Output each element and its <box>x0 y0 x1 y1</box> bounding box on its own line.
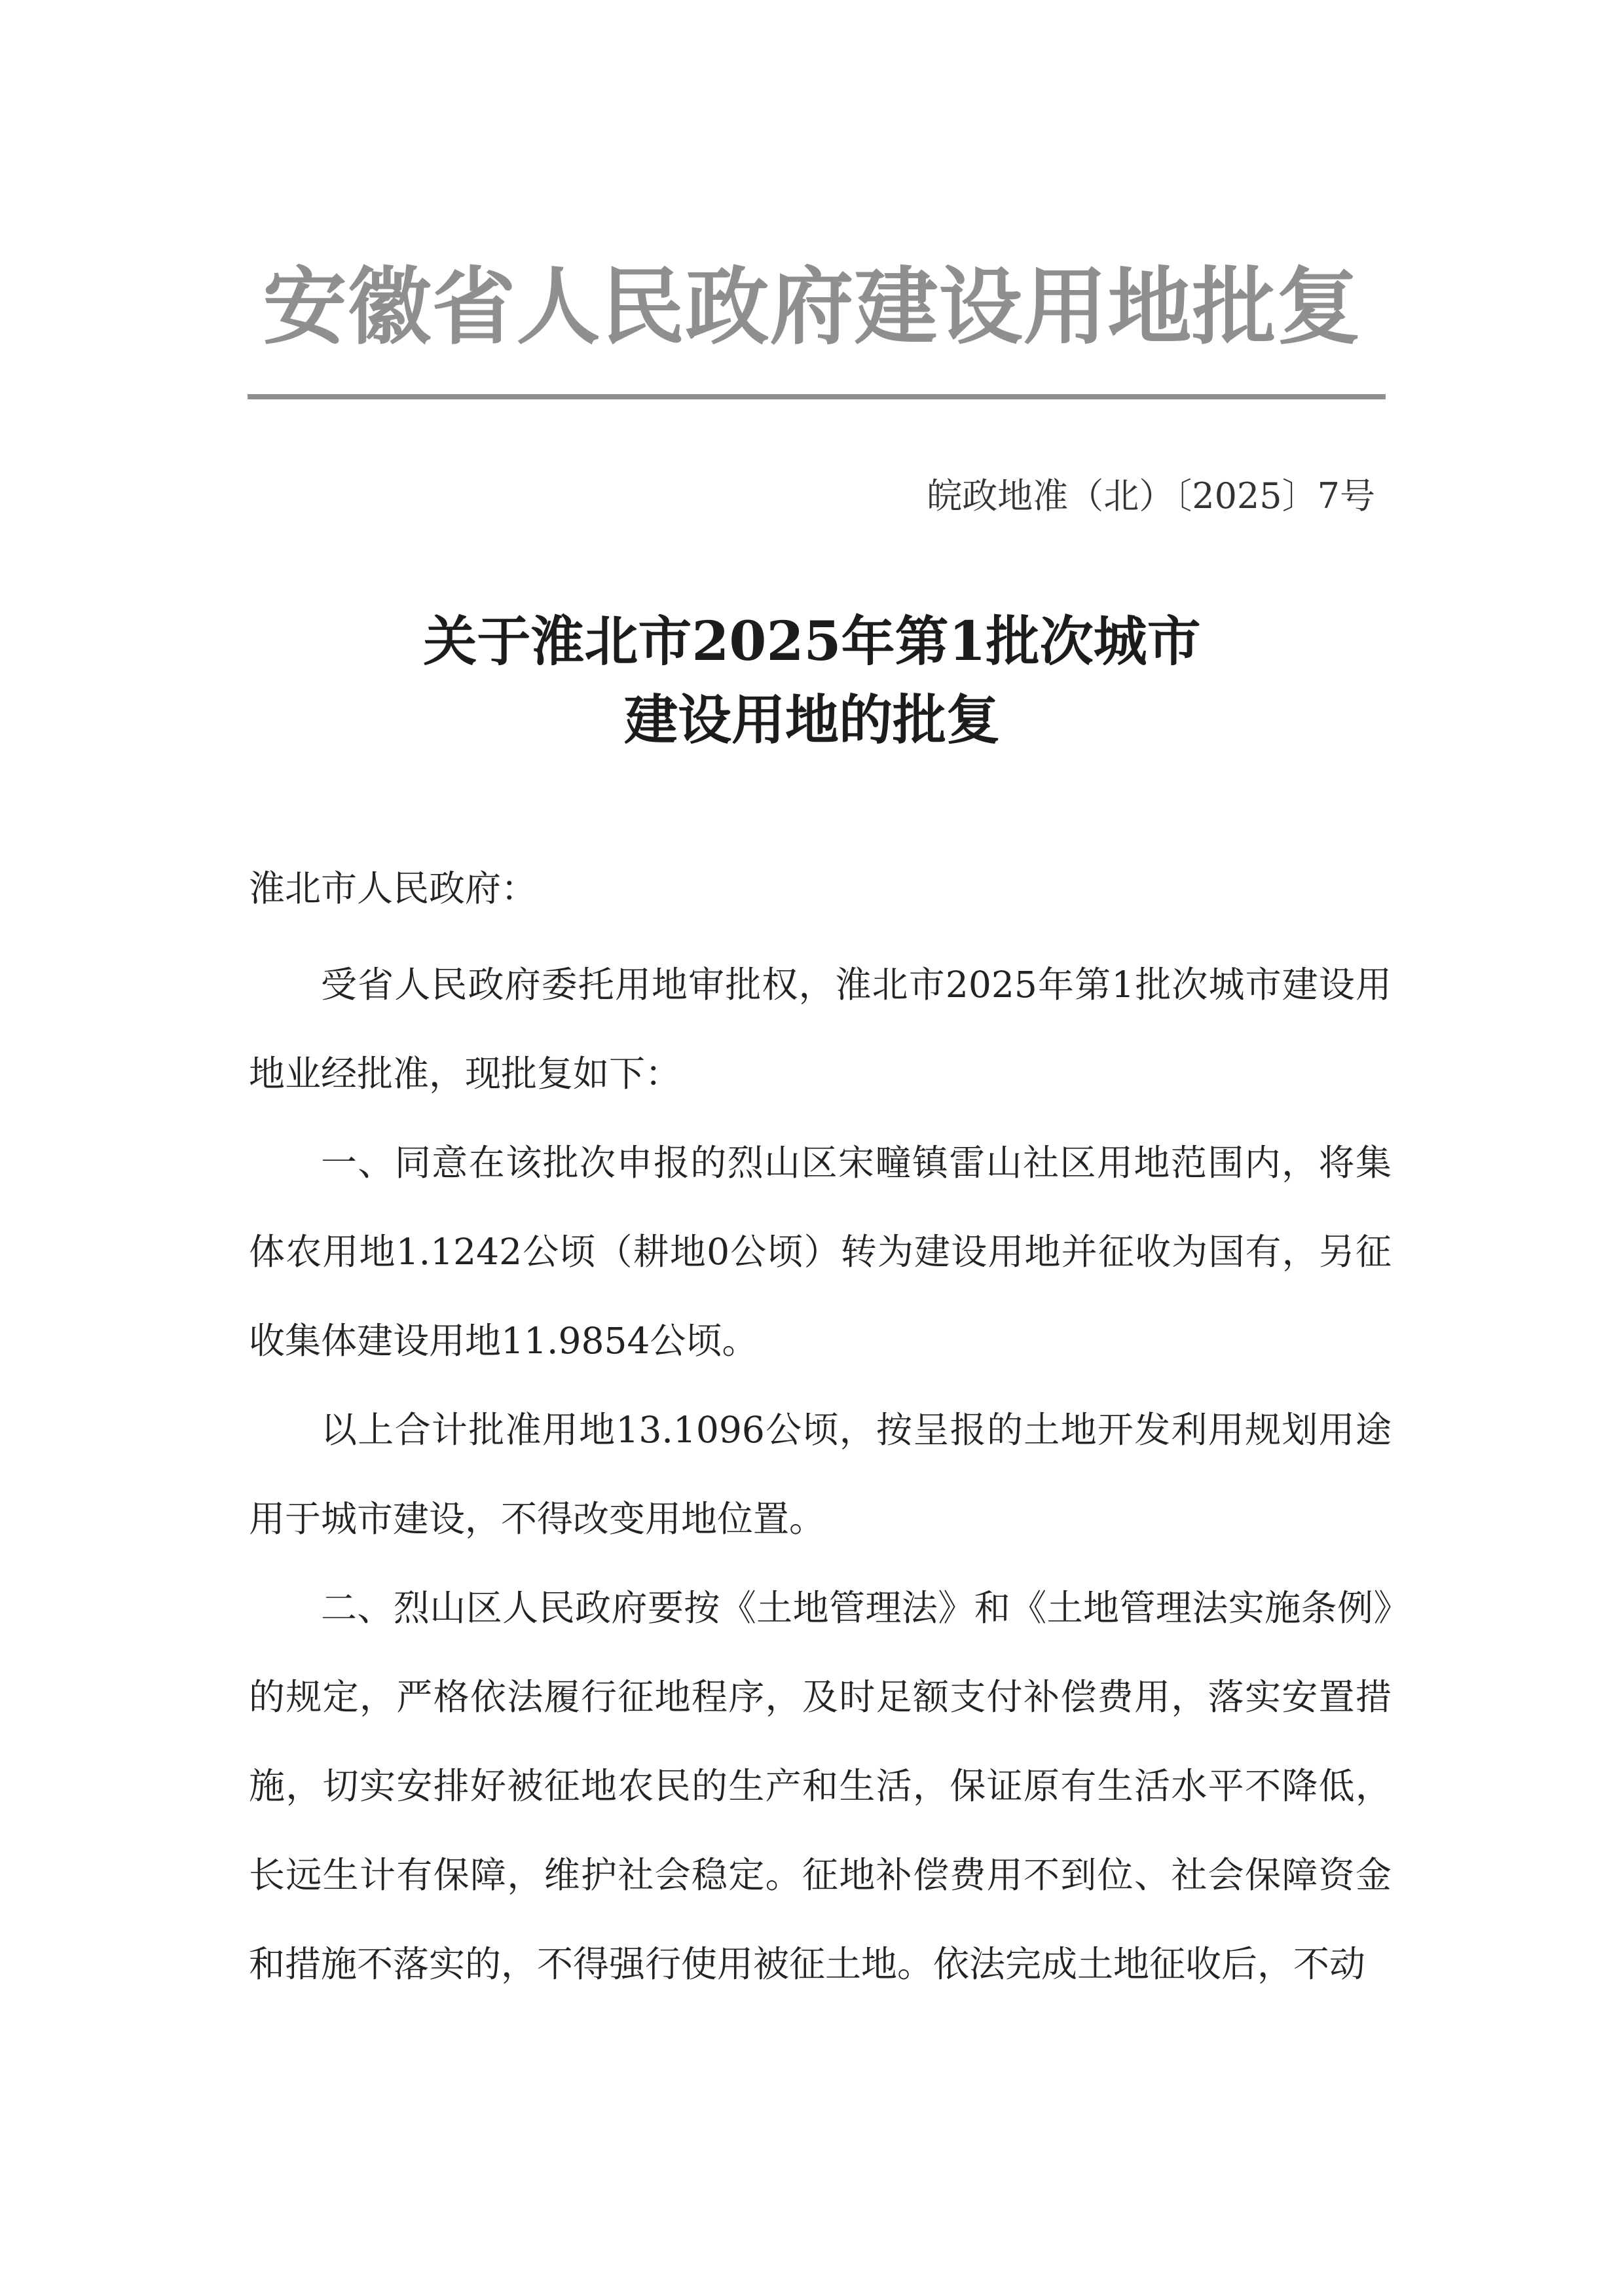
body-paragraph-item-1: 一、同意在该批次申报的烈山区宋疃镇雷山社区用地范围内，将集体农用地1.1242公顷（耕地0公顷）转为建设用地并征收为国有，另征收集体建设用地11.9854公顷。 <box>249 1142 1392 1362</box>
body-paragraph-item-2: 二、烈山区人民政府要按《土地管理法》和《土地管理法实施条例》的规定，严格依法履行征地程序，及时足额支付补偿费用，落实安置措施，切实安排好被征地农民的生产和生活，保证原有生活水平不降低，长远生计有保障，维护社会稳定。征地补偿费用不到位、社会保障资金和措施不落实的，不得强行使用被征土地。依法完成土地征收后，不动 <box>249 1587 1392 1985</box>
document-title-line-2: 建设用地的批复 <box>623 689 1000 752</box>
document-body <box>249 940 1392 2009</box>
body-paragraph-intro: 受省人民政府委托用地审批权，淮北市2025年第1批次城市建设用地业经批准，现批复如下： <box>249 964 1392 1095</box>
document-title-line-1: 关于淮北市2025年第1批次城市 <box>423 610 1201 673</box>
document-title <box>0 602 1624 759</box>
masthead-divider <box>248 394 1386 399</box>
body-paragraph-total: 以上合计批准用地13.1096公顷，按呈报的土地开发利用规划用途用于城市建设，不得改变用地位置。 <box>249 1409 1392 1540</box>
document-masthead: 安徽省人民政府建设用地批复 <box>263 259 1361 356</box>
salutation: 淮北市人民政府： <box>249 867 538 909</box>
document-number: 皖政地准（北）〔2025〕7号 <box>927 475 1375 517</box>
